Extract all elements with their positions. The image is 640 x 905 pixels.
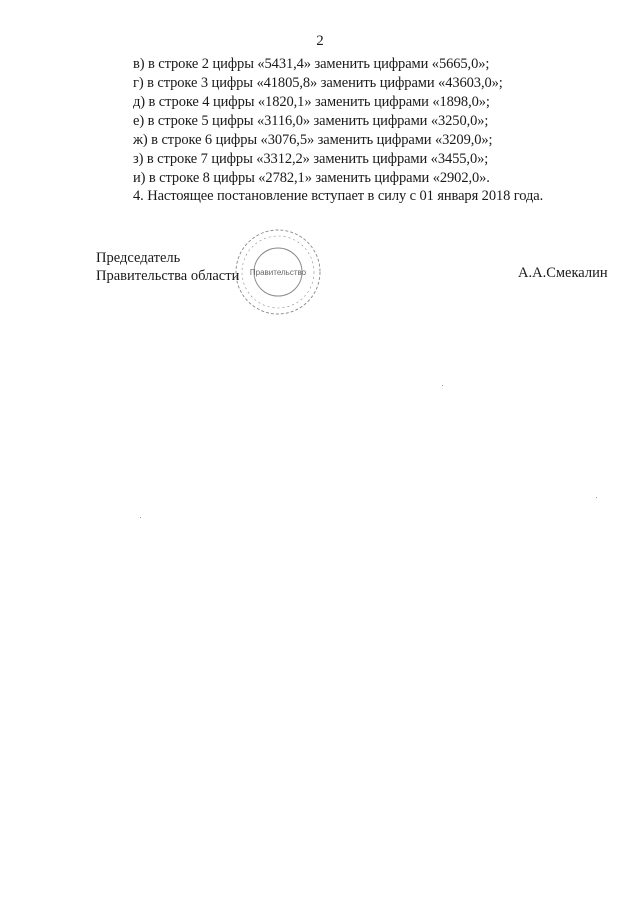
page-number: 2: [316, 33, 324, 49]
stamp-center-text: Правительство: [249, 268, 307, 277]
clause-4: 4. Настоящее постановление вступает в силу с 01 января 2018 года.: [133, 188, 544, 204]
amendment-item-g: г) в строке 3 цифры «41805,8» заменить цифрами «43603,0»;: [133, 75, 503, 91]
amendment-item-z: з) в строке 7 цифры «3312,2» заменить цифрами «3455,0»;: [133, 151, 489, 167]
scan-speck: [442, 385, 443, 386]
scan-speck: [596, 497, 597, 498]
scan-speck: [140, 517, 141, 518]
signature-title-line2: Правительства области: [96, 268, 240, 284]
official-stamp: [218, 225, 328, 320]
amendment-item-zh: ж) в строке 6 цифры «3076,5» заменить цифрами «3209,0»;: [133, 132, 493, 148]
signature-title-line1: Председатель: [96, 250, 181, 266]
amendment-item-e: е) в строке 5 цифры «3116,0» заменить цифрами «3250,0»;: [133, 113, 489, 129]
signatory-name: А.А.Смекалин: [518, 265, 608, 281]
amendment-item-v: в) в строке 2 цифры «5431,4» заменить цифрами «5665,0»;: [133, 56, 490, 72]
amendment-item-i: и) в строке 8 цифры «2782,1» заменить цифрами «2902,0».: [133, 170, 490, 186]
amendment-item-d: д) в строке 4 цифры «1820,1» заменить цифрами «1898,0»;: [133, 94, 490, 110]
